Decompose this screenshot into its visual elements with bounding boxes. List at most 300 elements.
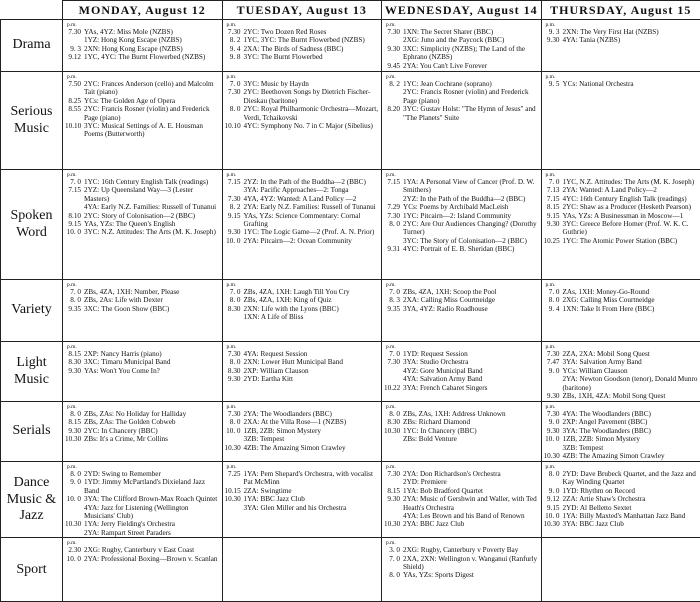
programme-entry: [225, 178, 380, 186]
programme-entry: [225, 186, 380, 194]
programme-title: 3XC: Simplicity (NZBS); The Land of the Ephrano (NZBS): [403, 45, 539, 62]
programme-entry: [65, 80, 220, 97]
pm-label: p.m.: [65, 344, 220, 350]
programme-entry: [65, 529, 220, 537]
category-label: Light Music: [1, 342, 63, 402]
programme-title: 4YA, 4YZ: Wanted: A Land Policy —2: [244, 195, 380, 203]
programme-title: 2XA, 2XN: Wellington v. Wanganui (Ranfurly Shield): [403, 555, 539, 572]
programme-title: 4YA: Request Session: [244, 350, 380, 358]
programme-title: 1YA: Billy Maxted's Manhattan Jazz Band: [563, 512, 699, 520]
programme-entry: [65, 288, 220, 296]
programme-title: 2ZA, 2XA: Mobil Song Quest: [563, 350, 699, 358]
programme-entry: [65, 228, 220, 236]
programme-entry: [384, 478, 539, 486]
programme-entry: [544, 220, 699, 237]
programme-time: 9. 0: [544, 418, 563, 426]
programme-entry: [544, 28, 699, 36]
programme-entry: [65, 28, 220, 36]
programme-title: 1YC: Jean Cochrane (soprano): [403, 80, 539, 88]
programme-entry: [65, 470, 220, 478]
programme-time: [544, 444, 563, 452]
programme-title: 2YD: Swing to Remember: [84, 470, 220, 478]
programme-entry: [65, 427, 220, 435]
programme-title: 1YA: Pem Shepard's Orchestra, with vocalist Pat McMinn: [244, 470, 380, 487]
programme-entry: [384, 435, 539, 443]
programme-title: 2YA: Don Richardson's Orchestra: [403, 470, 539, 478]
programme-title: YCs: The Golden Age of Opera: [84, 97, 220, 105]
programme-title: 2YD: Premiere: [403, 478, 539, 486]
programme-title: 4YA: Salvation Army Band: [403, 375, 539, 383]
programme-time: 7.13: [544, 186, 563, 194]
programme-time: 8. 0: [225, 296, 244, 304]
pm-label: p.m.: [225, 344, 380, 350]
programme-time: 8. 0: [384, 410, 403, 418]
programme-entry: [225, 80, 380, 88]
programme-title: YCs: National Orchestra: [563, 80, 699, 88]
programme-title: 2YC: Francis Rosner (violin) and Frederick Page (piano): [403, 88, 539, 105]
corner-cell: [1, 1, 63, 20]
programme-entry: [544, 470, 699, 487]
programme-title: 1YD: Jimmy McPartland's Dixieland Jazz Band: [84, 478, 220, 495]
programme-entry: [544, 195, 699, 203]
programme-entry: [544, 444, 699, 452]
day-cell: [541, 462, 700, 538]
category-row: [1, 402, 700, 462]
programme-time: 8. 0: [544, 296, 563, 304]
programme-time: 7. 0: [225, 288, 244, 296]
programme-time: 8. 0: [384, 571, 403, 579]
programme-entry: [225, 418, 380, 426]
programme-time: 7.25: [225, 470, 244, 487]
programme-entry: [544, 512, 699, 520]
programme-entry: [384, 195, 539, 203]
programme-time: [384, 237, 403, 245]
programme-title: 1YC, 4YC: The Burnt Flowerbed (NZBS): [84, 53, 220, 61]
programme-entry: [225, 36, 380, 44]
programme-time: 8. 2: [384, 80, 403, 88]
programme-entry: [65, 203, 220, 211]
programme-time: 8.30: [225, 367, 244, 375]
category-row: [1, 72, 700, 170]
programme-title: ZBs, 4ZA, 1XH: Scoop the Pool: [403, 288, 539, 296]
pm-label: p.m.: [544, 344, 699, 350]
programme-title: 1XN: A Life of Bliss: [244, 313, 380, 321]
programme-time: 7. 0: [544, 178, 563, 186]
programme-time: 9.30: [544, 220, 563, 237]
programme-title: 2YC: Frances Anderson (cello) and Malcolm Tait (piano): [84, 80, 220, 97]
day-cell: [541, 170, 700, 280]
programme-title: 1YC, N.Z. Attitudes: The Arts (M. K. Joseph): [563, 178, 699, 186]
programme-title: ZBs, 1XH, 4ZA: Mobil Song Quest: [563, 392, 699, 400]
programme-time: 9.35: [384, 305, 403, 313]
programme-entry: [544, 80, 699, 88]
programme-title: 2XP: Angel Pavement (BBC): [563, 418, 699, 426]
day-cell: [222, 20, 382, 72]
programme-title: 4YZ: Gore Municipal Band: [403, 367, 539, 375]
pm-label: p.m.: [384, 464, 539, 470]
programme-title: 4YA: Les Brown and his Band of Renown: [403, 512, 539, 520]
programme-time: 8.25: [65, 97, 84, 105]
day-cell: [222, 280, 382, 342]
pm-label: p.m.: [384, 22, 539, 28]
programme-title: 1YD: Rhythm on Record: [563, 487, 699, 495]
programme-time: 10. 0: [544, 435, 563, 443]
programme-entry: [225, 427, 380, 435]
programme-title: 2XG: Rugby, Canterbury v Poverty Bay: [403, 546, 539, 554]
programme-time: 10. 0: [544, 512, 563, 520]
programme-entry: [384, 571, 539, 579]
programme-title: ZBs, ZAs, 1XH: Address Unknown: [403, 410, 539, 418]
programme-entry: [384, 384, 539, 392]
programme-entry: [65, 186, 220, 203]
programme-time: 8.30: [225, 305, 244, 313]
programme-title: 2YC: In Chancery (BBC): [84, 427, 220, 435]
programme-time: 8.15: [65, 418, 84, 426]
programme-time: 3. 0: [384, 546, 403, 554]
programme-time: 10. 0: [65, 228, 84, 236]
programme-title: 2XA: Calling Miss Courtneidge: [403, 296, 539, 304]
programme-title: 1YC, 3YC: The Burnt Flowerbed (NZBS): [244, 36, 380, 44]
programme-title: 2YC: Story of Colonisation—2 (BBC): [84, 212, 220, 220]
programme-title: 1YA: BBC Jazz Club: [244, 495, 380, 503]
programme-title: 4YC: 16th Century English Talk (readings): [563, 195, 699, 203]
programme-title: 1XN: The Secret Sharer (BBC): [403, 28, 539, 36]
programme-time: 9.30: [225, 375, 244, 383]
programme-title: 4YA: Jazz for Listening (Wellington Musicians' Club): [84, 504, 220, 521]
programme-entry: [544, 237, 699, 245]
programme-time: [384, 88, 403, 105]
programme-time: 8. 0: [384, 220, 403, 237]
programme-entry: [384, 470, 539, 478]
programme-title: YAs, YZs: The Queen's English: [84, 220, 220, 228]
programme-time: [384, 36, 403, 44]
programme-title: 1YA: A Personal View of Cancer (Prof. D. W. Smithers): [403, 178, 539, 195]
programme-title: 1YC: In Chancery (BBC): [403, 427, 539, 435]
programme-title: 3XC: Timaru Municipal Band: [84, 358, 220, 366]
programme-entry: [225, 504, 380, 512]
programme-title: 2YA: Pitcairn—2: Ocean Community: [244, 237, 380, 245]
day-cell: [63, 342, 223, 402]
programme-entry: [384, 350, 539, 358]
programme-title: 3YC: The Burnt Flowerbed: [244, 53, 380, 61]
programme-title: 2YC: Francis Rosner (violin) and Frederick Page (piano): [84, 105, 220, 122]
programme-entry: [544, 435, 699, 443]
programme-entry: [65, 220, 220, 228]
day-cell: [222, 342, 382, 402]
programme-title: 2YA: Wanted: A Land Policy—2: [563, 186, 699, 194]
programme-entry: [544, 520, 699, 528]
category-label: Drama: [1, 20, 63, 72]
programme-entry: [65, 546, 220, 554]
programme-entry: [225, 296, 380, 304]
day-cell: [382, 20, 542, 72]
programme-entry: [65, 367, 220, 375]
programme-entry: [225, 305, 380, 313]
programme-entry: [384, 245, 539, 253]
day-cell: [222, 170, 382, 280]
programme-time: 10.15: [225, 487, 244, 495]
programme-time: 10.30: [544, 520, 563, 528]
programme-entry: [65, 435, 220, 443]
category-row: [1, 20, 700, 72]
category-label: Dance Music & Jazz: [1, 462, 63, 538]
programme-body: [1, 20, 700, 602]
programme-entry: [544, 296, 699, 304]
programme-title: 2YC: Two Dozen Red Roses: [244, 28, 380, 36]
programme-entry: [65, 418, 220, 426]
programme-entry: [544, 36, 699, 44]
day-cell: [382, 538, 542, 602]
programme-title: 2YA: Music of Gershwin and Waller, with Ted Heath's Orchestra: [403, 495, 539, 512]
programme-time: 7.30: [225, 28, 244, 36]
programme-title: 2YC: Shaw as a Producer (Hesketh Pearson): [563, 203, 699, 211]
programme-time: 9.35: [65, 305, 84, 313]
programme-title: 2YA: You Can't Live Forever: [403, 62, 539, 70]
day-cell: [382, 170, 542, 280]
programme-time: 8. 0: [225, 358, 244, 366]
programme-title: 1YC: The Atomic Power Station (BBC): [563, 237, 699, 245]
programme-time: 10.30: [65, 435, 84, 443]
programme-title: YAs, YZs: Science Commentary: Cornal Grafting: [244, 212, 380, 229]
programme-entry: [544, 367, 699, 375]
programme-entry: [384, 296, 539, 304]
programme-time: 9.30: [65, 367, 84, 375]
programme-entry: [544, 495, 699, 503]
programme-entry: [225, 237, 380, 245]
programme-time: 8.10: [65, 212, 84, 220]
category-row: [1, 538, 700, 602]
programme-entry: [225, 444, 380, 452]
programme-entry: [65, 36, 220, 44]
programme-time: 7.30: [225, 88, 244, 105]
programme-title: 2YD: Eartha Kitt: [244, 375, 380, 383]
programme-title: 1YC: The Logic Game—2 (Prof. A. N. Prior): [244, 228, 380, 236]
programme-time: 8. 0: [65, 470, 84, 478]
programme-time: 7. 0: [65, 288, 84, 296]
programme-entry: [65, 410, 220, 418]
programme-time: 9.31: [384, 245, 403, 253]
programme-time: [65, 36, 84, 44]
programme-title: YAs, 4YZ: Miss Mole (NZBS): [84, 28, 220, 36]
day-header-monday: MONDAY, August 12: [63, 1, 223, 20]
programme-title: 1YA: Bob Bradford Quartet: [403, 487, 539, 495]
programme-entry: [544, 487, 699, 495]
programme-time: 7. 0: [384, 288, 403, 296]
programme-time: 7.50: [65, 80, 84, 97]
programme-time: 7.47: [544, 358, 563, 366]
programme-time: 7.15: [384, 178, 403, 195]
day-cell: [63, 462, 223, 538]
programme-entry: [544, 452, 699, 460]
programme-title: ZAs, 1XH: Money-Go-Round: [563, 288, 699, 296]
programme-title: 2XN: The Very First Hat (NZBS): [563, 28, 699, 36]
programme-time: 10. 0: [65, 495, 84, 503]
programme-time: 8.30: [65, 358, 84, 366]
category-label: Serials: [1, 402, 63, 462]
programme-title: YAs, YZs: A Businessman in Moscow—1: [563, 212, 699, 220]
programme-title: ZBs, ZAs: No Holiday for Halliday: [84, 410, 220, 418]
programme-title: 1YZ: Hong Kong Escape (NZBS): [84, 36, 220, 44]
programme-title: ZBs, 2As: Life with Dexter: [84, 296, 220, 304]
programme-entry: [65, 178, 220, 186]
programme-title: 2XP: Nancy Harris (piano): [84, 350, 220, 358]
programme-entry: [65, 305, 220, 313]
programme-time: 9. 5: [544, 80, 563, 88]
programme-title: YAs: Won't You Come In?: [84, 367, 220, 375]
day-cell: [541, 402, 700, 462]
programme-entry: [544, 427, 699, 435]
programme-entry: [384, 28, 539, 36]
programme-title: 4YC: Symphony No. 7 in C Major (Sibelius): [244, 122, 380, 130]
day-cell: [222, 402, 382, 462]
programme-entry: [384, 36, 539, 44]
programme-entry: [544, 212, 699, 220]
programme-entry: [544, 178, 699, 186]
programme-title: 3YC: The Story of Colonisation—2 (BBC): [403, 237, 539, 245]
programme-time: [65, 529, 84, 537]
programme-entry: [65, 520, 220, 528]
category-label: Spoken Word: [1, 170, 63, 280]
programme-entry: [65, 495, 220, 503]
programme-time: 7. 0: [544, 288, 563, 296]
programme-time: [65, 203, 84, 211]
programme-entry: [544, 504, 699, 512]
programme-entry: [544, 186, 699, 194]
programme-time: 7.30: [384, 212, 403, 220]
programme-entry: [65, 97, 220, 105]
programme-time: [225, 435, 244, 443]
programme-entry: [384, 80, 539, 88]
programme-title: 2ZA: Artie Shaw's Orchestra: [563, 495, 699, 503]
programme-entry: [65, 212, 220, 220]
programme-title: YAs, YZs: Sports Digest: [403, 571, 539, 579]
pm-label: p.m.: [384, 172, 539, 178]
programme-time: 9.30: [225, 228, 244, 236]
programme-entry: [225, 105, 380, 122]
programme-time: 7. 0: [384, 350, 403, 358]
programme-entry: [544, 410, 699, 418]
programme-entry: [225, 53, 380, 61]
programme-title: 4ZB: The Amazing Simon Crawley: [563, 452, 699, 460]
day-cell: [63, 402, 223, 462]
programme-title: 4ZB: The Amazing Simon Crawley: [244, 444, 380, 452]
programme-title: ZBs: It's a Crime, Mr Collins: [84, 435, 220, 443]
programme-title: 2XN: Hong Kong Escape (NZBS): [84, 45, 220, 53]
programme-title: 2YZ: Up Queensland Way—3 (Lester Masters): [84, 186, 220, 203]
pm-label: p.m.: [544, 464, 699, 470]
programme-time: 8.15: [544, 203, 563, 211]
programme-time: [384, 375, 403, 383]
programme-entry: [384, 203, 539, 211]
programme-time: 10.30: [384, 427, 403, 435]
programme-title: ZBs, 4ZA, 1XH: Laugh Till You Cry: [244, 288, 380, 296]
programme-title: 2YZ: In the Path of the Buddha—2 (BBC): [403, 195, 539, 203]
day-header-wednesday: WEDNESDAY, August 14: [382, 1, 542, 20]
category-row: [1, 280, 700, 342]
programme-time: 9. 8: [225, 53, 244, 61]
day-header-row: [1, 1, 700, 20]
programme-entry: [225, 375, 380, 383]
day-cell: [541, 342, 700, 402]
programme-time: 9.30: [544, 392, 563, 400]
programme-time: 9.30: [384, 495, 403, 512]
programme-time: 10.30: [544, 452, 563, 460]
programme-time: 10.10: [65, 122, 84, 139]
programme-entry: [384, 45, 539, 62]
pm-label: p.m.: [384, 404, 539, 410]
programme-title: ZBs, ZAs: The Golden Cobweb: [84, 418, 220, 426]
category-label: Sport: [1, 538, 63, 602]
programme-time: [384, 435, 403, 443]
programme-entry: [384, 520, 539, 528]
programme-title: 2XG: Juno and the Paycock (BBC): [403, 36, 539, 44]
programme-entry: [544, 392, 699, 400]
day-cell: [222, 72, 382, 170]
programme-time: 7.15: [65, 186, 84, 203]
programme-time: 9.45: [384, 62, 403, 70]
programme-title: ZBs, 4ZA, 1XH: King of Quiz: [244, 296, 380, 304]
programme-entry: [384, 288, 539, 296]
programme-title: 3YA: Studio Orchestra: [403, 358, 539, 366]
programme-entry: [65, 478, 220, 495]
programme-title: 2XA: At the Villa Rose—1 (NZBS): [244, 418, 380, 426]
programme-entry: [384, 212, 539, 220]
pm-label: p.m.: [384, 540, 539, 546]
programme-entry: [384, 305, 539, 313]
programme-time: 8. 2: [225, 203, 244, 211]
programme-title: 2YA: Rampart Street Paraders: [84, 529, 220, 537]
programme-entry: [384, 88, 539, 105]
programme-title: 2XA: The Birds of Sadness (BBC): [244, 45, 380, 53]
programme-title: 2YC: Beethoven Songs by Dietrich Fischer-Dieskau (baritone): [244, 88, 380, 105]
programme-time: 7. 0: [384, 555, 403, 572]
programme-entry: [544, 350, 699, 358]
programme-title: 2XN: Life with the Lyons (BBC): [244, 305, 380, 313]
programme-entry: [384, 375, 539, 383]
programme-entry: [65, 504, 220, 521]
programme-time: 8. 3: [384, 296, 403, 304]
programme-entry: [384, 178, 539, 195]
programme-time: 9. 3: [544, 28, 563, 36]
programme-entry: [544, 358, 699, 366]
programme-time: 8. 0: [65, 296, 84, 304]
programme-entry: [225, 203, 380, 211]
programme-entry: [384, 418, 539, 426]
programme-title: 3YC: Music by Haydn: [244, 80, 380, 88]
programme-time: 8. 0: [225, 105, 244, 122]
programme-time: [225, 504, 244, 512]
programme-time: 7.30: [384, 28, 403, 36]
programme-entry: [384, 546, 539, 554]
day-cell: [541, 280, 700, 342]
programme-time: 9. 0: [544, 367, 563, 375]
pm-label: p.m.: [225, 464, 380, 470]
category-row: [1, 462, 700, 538]
programme-entry: [225, 367, 380, 375]
day-cell: [222, 538, 382, 602]
programme-time: [384, 367, 403, 375]
programme-entry: [65, 53, 220, 61]
programme-time: 9.30: [65, 427, 84, 435]
programme-title: 1YD: Request Session: [403, 350, 539, 358]
programme-title: 3YA: The Woodlanders (BBC): [563, 427, 699, 435]
pm-label: p.m.: [544, 404, 699, 410]
programme-title: 2YD: Dave Brubeck Quartet, and the Jazz and Kay Winding Quartet: [563, 470, 699, 487]
programme-time: 9.30: [544, 36, 563, 44]
programme-entry: [384, 410, 539, 418]
programme-title: 2XN: Lower Hutt Municipal Band: [244, 358, 380, 366]
category-label: Variety: [1, 280, 63, 342]
